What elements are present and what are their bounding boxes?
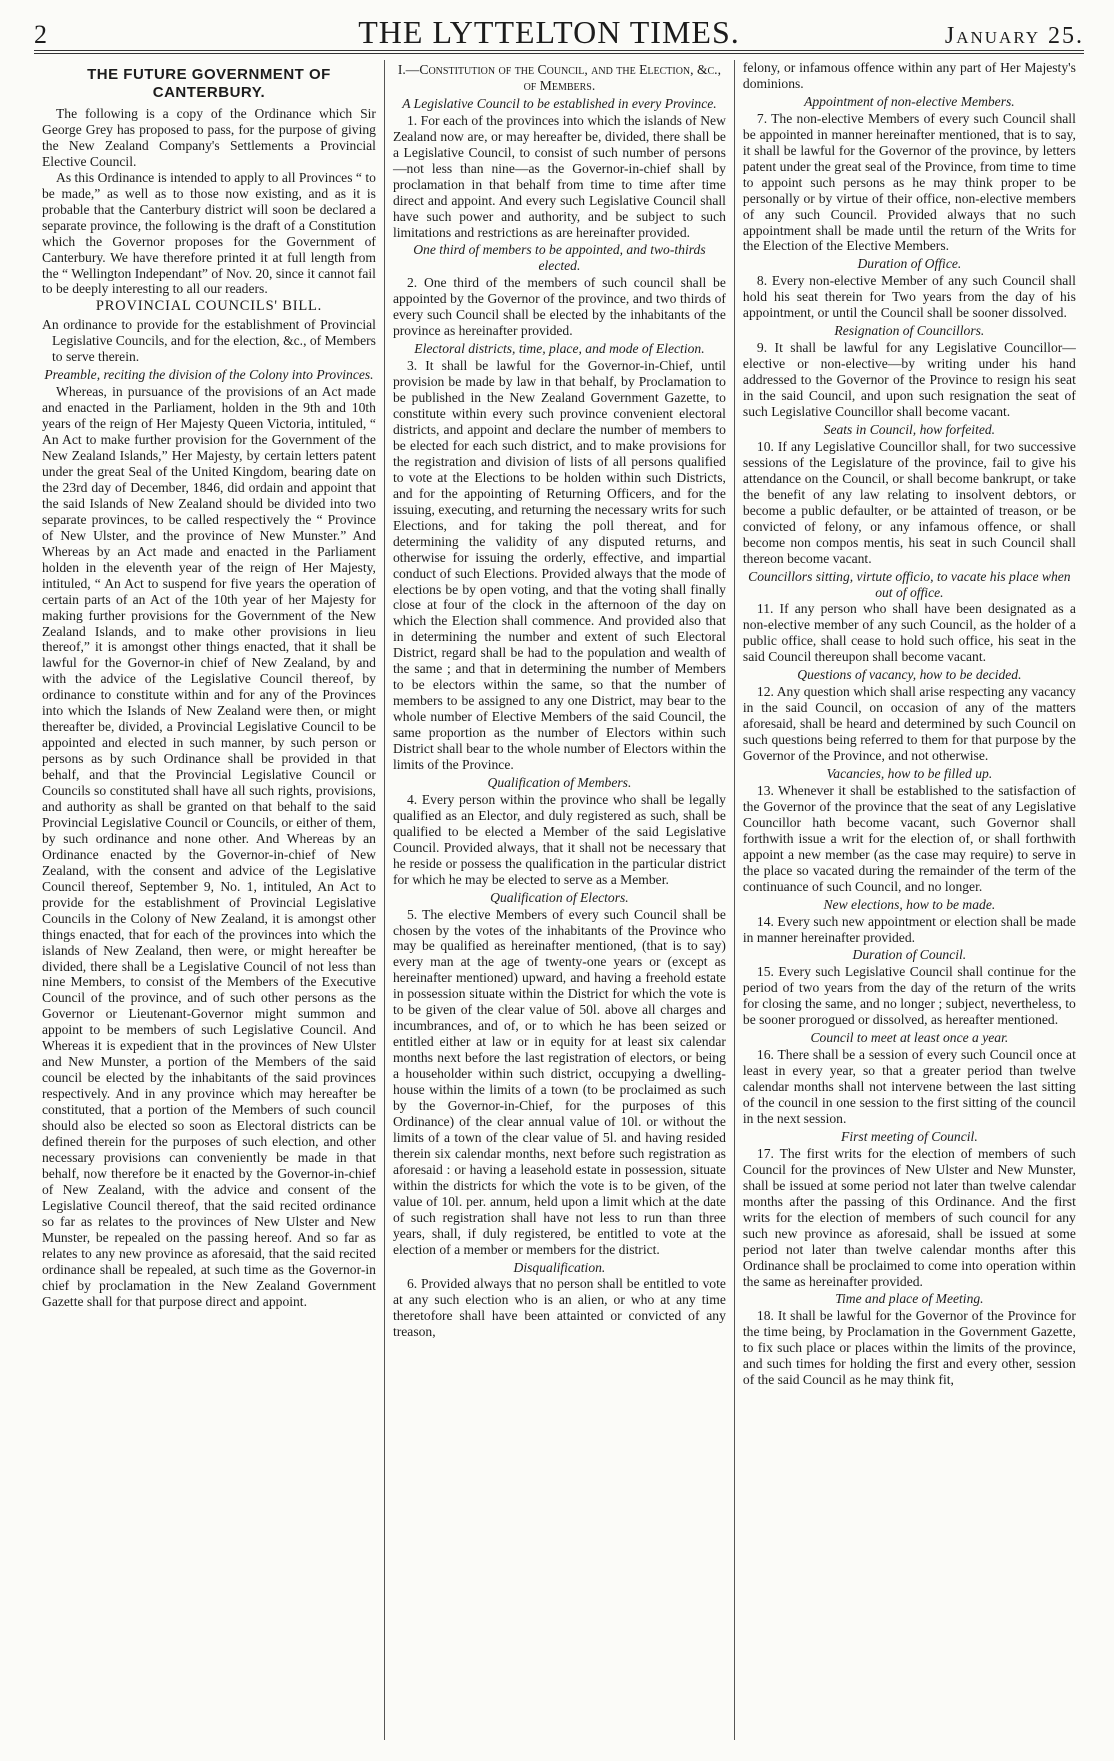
masthead-rule	[34, 53, 1084, 54]
newspaper-title: THE LYTTELTON TIMES.	[358, 14, 740, 50]
section-15-heading: Duration of Council.	[852, 947, 967, 963]
bill-title: PROVINCIAL COUNCILS' BILL.	[95, 298, 323, 315]
intro-paragraph-2: As this Ordinance is intended to apply to all Provinces “ to be made,” as well as to those now existing, and as it is probable that the Canterbury district will soon be declared a separate province, the following is the draft of a Constitution which the Governor proposes for the Government of Canterbury. We have therefore printed it at full length from the “ Wellington Independant” of Nov. 20, since it cannot fail to be deeply interesting to all our readers.	[42, 169, 376, 297]
section-8-heading: Duration of Office.	[857, 256, 962, 272]
column-3	[734, 60, 1084, 1740]
section-2: 2. One third of the members of such council shall be appointed by the Governor of the province, and two thirds of every such Council shall be elected by the inhabitants of the province as hereinafter provided.	[392, 275, 726, 339]
section-2-heading: One third of members to be appointed, and two-thirds elected.	[413, 242, 706, 274]
section-4: 4. Every person within the province who shall be legally qualified as an Elector, and duly registered as such, shall be qualified to be elected a Member of the said Legislative Council. Provided always, that it shall not be necessary that he reside or possess the qualification in the particular district for which he may be elected to serve as a Member.	[392, 791, 726, 887]
section-1-heading: A Legislative Council to be established in every Province.	[402, 95, 717, 111]
issue-date: January 25.	[944, 23, 1084, 49]
section-3: 3. It shall be lawful for the Governor-in-Chief, until provision be made by law in that behalf, by Proclamation to be published in the New Zealand Government Gazette, to constitute within every such province convenient electoral districts, and appoint and declare the number of members to be elected for each such district, and to make provisions for the registration and division of lists of all persons qualified to vote at the Elections to be holden within such Districts, and for the appointing of Returning Officers, and for the issuing, executing, and returning the necessary writs for such Elections, and for taking the poll thereat, and for determining the validity of any disputed returns, and otherwise for issuing the orderly, effective, and impartial conduct of such Elections. Provided always that the mode of elections be by open voting, and that the voting shall finally close at four of the clock in the afternoon of the day on which the Election shall commence. And provided also that in determining the number and extent of such Electoral District, regard shall be had to the population and wealth of the same ; and that in determining the number of Members to be electors within the same, so that the number of members to be assigned to any one District, may bear to the whole number of Elective Members of the said Council, the same proportion as the number of Electors within such District shall bear to the whole number of Electors within the limits of the Province.	[392, 358, 726, 772]
intro-paragraph-1: The following is a copy of the Ordinance which Sir George Grey has proposed to pass, for the purpose of giving the New Zealand Company's Settlements a Provincial Elective Council.	[42, 106, 376, 169]
section-16-heading: Council to meet at least once a year.	[810, 1030, 1009, 1046]
section-16: 16. There shall be a session of every such Council once at least in every year, so that a greater period than twelve calendar months shall not intervene between the last sitting of the council in one session to the first sitting of the council in the next session.	[742, 1047, 1076, 1126]
section-6-heading: Disqualification.	[513, 1259, 606, 1275]
section-11: 11. If any person who shall have been designated as a non-elective member of any such Council, as the holder of a public office, shall cease to hold such office, his seat in the said Council thereupon shall become vacant.	[742, 601, 1076, 665]
section-3-heading: Electoral districts, time, place, and mode of Election.	[414, 341, 705, 357]
preamble-heading: Preamble, reciting the division of the Colony into Provinces.	[44, 367, 374, 383]
section-18: 18. It shall be lawful for the Governor of the Province for the time being, by Proclamation in the Government Gazette, to fix such place or places within the limits of the province, and such times for holding the first and every other, session of the said Council as he may think fit,	[742, 1308, 1076, 1388]
section-1: 1. For each of the provinces into which the islands of New Zealand now are, or may hereafter be, divided, there shall be a Legislative Council, to consist of such number of persons —not less than nine—as the Governor-in-chief shall by proclamation in that behalf from time to time after time direct and appoint. And every such Legislative Council shall have such power and authority, and be subject to such limitations and restrictions as are hereinafter provided.	[392, 112, 726, 240]
section-6-continued: felony, or infamous offence within any part of Her Majesty's dominions.	[742, 60, 1076, 91]
section-10: 10. If any Legislative Councillor shall, for two successive sessions of the Legislature of the province, fail to give his attendance on the Council, or shall become bankrupt, or take the benefit of any law relating to insolvent debtors, or become a public defaulter, or be attainted of treason, or be convicted of felony, or any infamous offence, or shall become non compos mentis, his seat in such Council shall thereon become vacant.	[742, 438, 1076, 566]
columns	[34, 60, 1084, 1740]
section-10-heading: Seats in Council, how forfeited.	[823, 421, 996, 437]
column-1	[34, 60, 384, 1740]
section-6: 6. Provided always that no person shall be entitled to vote at any such election who is an alien, or who at any time theretofore shall have been attainted or convicted of any treason,	[392, 1276, 726, 1340]
preamble-text: Whereas, in pursuance of the provisions of an Act made and enacted in the Parliament, holden in the 9th and 10th years of the reign of Her Majesty Queen Victoria, intituled, “ An Act to make further provision for the Government of the New Zealand Islands,” Her Majesty, by certain letters patent under the great Seal of the United Kingdom, bearing date on the 23rd day of December, 1846, did ordain and appoint that the said Islands of New Zealand should be divided into two separate provinces, to be called respectively the “ Province of New Ulster, and the province of New Munster.” And Whereas by an Act made and enacted in the Parliament holden in the eleventh year of the reign of Her Majesty, intituled, “ An Act to suspend for five years the operation of certain parts of an Act of the 10th year of her Majesty for making further provisions for the Government of the New Zealand Islands, and to make other provisions in lieu thereof,” it is amongst other things enacted, that it shall be lawful for the Governor-in chief of New Zealand, by and with the advice of the Legislative Council thereof, by ordinance to constitute within and for any of the Provinces into which the Islands of New Zealand were then, or might thereafter be, divided, a Provincial Legislative Council to be appointed and elected in such manner, by such person or persons as by such Ordinance shall be provided in that behalf, and that the Provincial Legislative Council or Councils so constituted shall have all such rights, provisions, and authority as shall be granted on that behalf to the said Provincial Legislative Council or Councils, or either of them, by such ordinance and none other. And Whereas by an Ordinance enacted by the Governor-in-chief of New Zealand, with the consent and advice of the Legislative Council thereof, September 9, No. 1, intituled, An Act to provide for the establishment of Provincial Legislative Councils in the Colony of New Zealand, it is amongst other things enacted, that for each of the provinces into which the islands of New Zealand, then were, or might hereafter be divided, there shall be a Legislative Council of not less than nine Members, to consist of the Members of the Executive Council of the province, and of such other persons as the Governor or Lieutenant-Governor might summon and appoint to be members of such Legislative Council. And Whereas it is expedient that in the provinces of New Ulster and New Munster, a portion of the Members of the said council be elected by the inhabitants of the said provinces respectively. And in any province which may hereafter be constituted, that a portion of the Members of such council should also be elected so soon as Electoral districts can be defined therein for the purposes of such election, and other necessary provisions can conveniently be made in that behalf, now therefore be it enacted by the Governor-in-chief of New Zealand, with the advice and consent of the Legislative Council thereof, that the said recited ordinance so far as relates to the provinces of New Ulster and New Munster, be repealed on the passing hereof. And so far as relates to any new province as aforesaid, that the said recited ordinance shall be repealed, at such time as the Governor-in chief by proclamation in the New Zealand Government Gazette shall for that purpose direct and appoint.	[42, 384, 376, 1309]
section-7-heading: Appointment of non-elective Members.	[804, 93, 1015, 109]
page-number: 2	[34, 20, 47, 49]
section-14: 14. Every such new appointment or election shall be made in manner hereinafter provided.	[742, 913, 1076, 945]
section-13: 13. Whenever it shall be established to the satisfaction of the Governor of the province that the seat of any Legislative Councillor hath become vacant, such Governor shall forthwith issue a writ for the election of, or shall forthwith appoint a new member (as the case may require) to serve in the place so vacated during the remainder of the term of the continuance of such Council, and no longer.	[742, 782, 1076, 894]
section-15: 15. Every such Legislative Council shall continue for the period of two years from the day of the return of the writs for closing the same, and no longer ; subject, nevertheless, to be sooner prorogued or dissolved, as hereafter mentioned.	[742, 964, 1076, 1028]
ordinance-long-title: An ordinance to provide for the establishment of Provincial Legislative Councils, and for the election, &c., of Members to serve therein.	[42, 317, 376, 365]
article-heading: THE FUTURE GOVERNMENT OF CANTERBURY.	[87, 66, 331, 101]
section-4-heading: Qualification of Members.	[487, 774, 632, 790]
section-12-heading: Questions of vacancy, how to be decided.	[797, 667, 1022, 683]
section-18-heading: Time and place of Meeting.	[835, 1291, 984, 1307]
section-13-heading: Vacancies, how to be filled up.	[826, 765, 993, 781]
section-8: 8. Every non-elective Member of any such Council shall hold his seat therein for Two years from the day of his appointment, or until the Council shall be sooner dissolved.	[742, 273, 1076, 321]
section-9-heading: Resignation of Councillors.	[834, 323, 985, 339]
section-7: 7. The non-elective Members of every such Council shall be appointed in manner hereinafter mentioned, that is to say, it shall be lawful for the Governor of the province, by letters patent under the great seal of the Province, from time to time to appoint such persons as he may think proper to be personally or by virtue of their office, non-elective members of any such Council. Provided always that no such appointment shall be made until the return of the Writs for the Election of the Elective Members.	[742, 110, 1076, 254]
section-14-heading: New elections, how to be made.	[823, 896, 996, 912]
section-17-heading: First meeting of Council.	[841, 1128, 978, 1144]
section-12: 12. Any question which shall arise respecting any vacancy in the said Council, on occasion of any of the matters aforesaid, shall be heard and determined by such Council on such questions being referred to them for that purpose by the Governor of the Province, and not otherwise.	[742, 684, 1076, 764]
section-11-heading: Councillors sitting, virtute officio, to vacate his place when out of office.	[748, 568, 1071, 600]
column-2	[384, 60, 734, 1740]
section-17: 17. The first writs for the election of members of such Council for the provinces of New Ulster and New Munster, shall be issued at some period not later than twelve calendar months after the passing of this Ordinance. And the first writs for the election of members of such council for any such new province as aforesaid, shall be issued at some period not later than twelve calendar months after this Ordinance shall be proclaimed to come into operation within the same as hereinafter provided.	[742, 1145, 1076, 1289]
section-5-heading: Qualification of Electors.	[490, 889, 629, 905]
masthead	[34, 14, 1084, 51]
section-5: 5. The elective Members of every such Council shall be chosen by the votes of the inhabitants of the Province who may be qualified as hereinafter mentioned, (that is to say) every man at the age of twenty-one years or (except as hereinafter mentioned) upward, and having a freehold estate in possession situate within the District for which the vote is to be given of the clear value of 50l. above all charges and incumbrances, and of, or to which he has been seized or entitled either at law or in equity for at least six calendar months next before the last registration of electors, or being a householder within such district, occupying a dwelling-house within the limits of a town (to be proclaimed as such by the Governor-in-Chief, for the purposes of this Ordinance) of the clear annual value of 10l. or without the limits of a town of the clear value of 5l. and having resided therein six calendar months, next before such registration as aforesaid : or having a leasehold estate in possession, situate within the districts for which the vote is to be given, of the value of 10l. per. annum, held upon a limit which at the date of such registration shall have not less to run than three years, shall, if duly registered, be entitled to vote at the election of a member or members for the district.	[392, 906, 726, 1257]
part-heading: I.—Constitution of the Council, and the Election, &c., of Members.	[397, 62, 721, 93]
section-9: 9. It shall be lawful for any Legislative Councillor—elective or non-elective—by writing under his hand addressed to the Governor of the Province to resign his seat in the said Council, and upon such resignation the seat of such Legislative Councillor shall become vacant.	[742, 340, 1076, 420]
